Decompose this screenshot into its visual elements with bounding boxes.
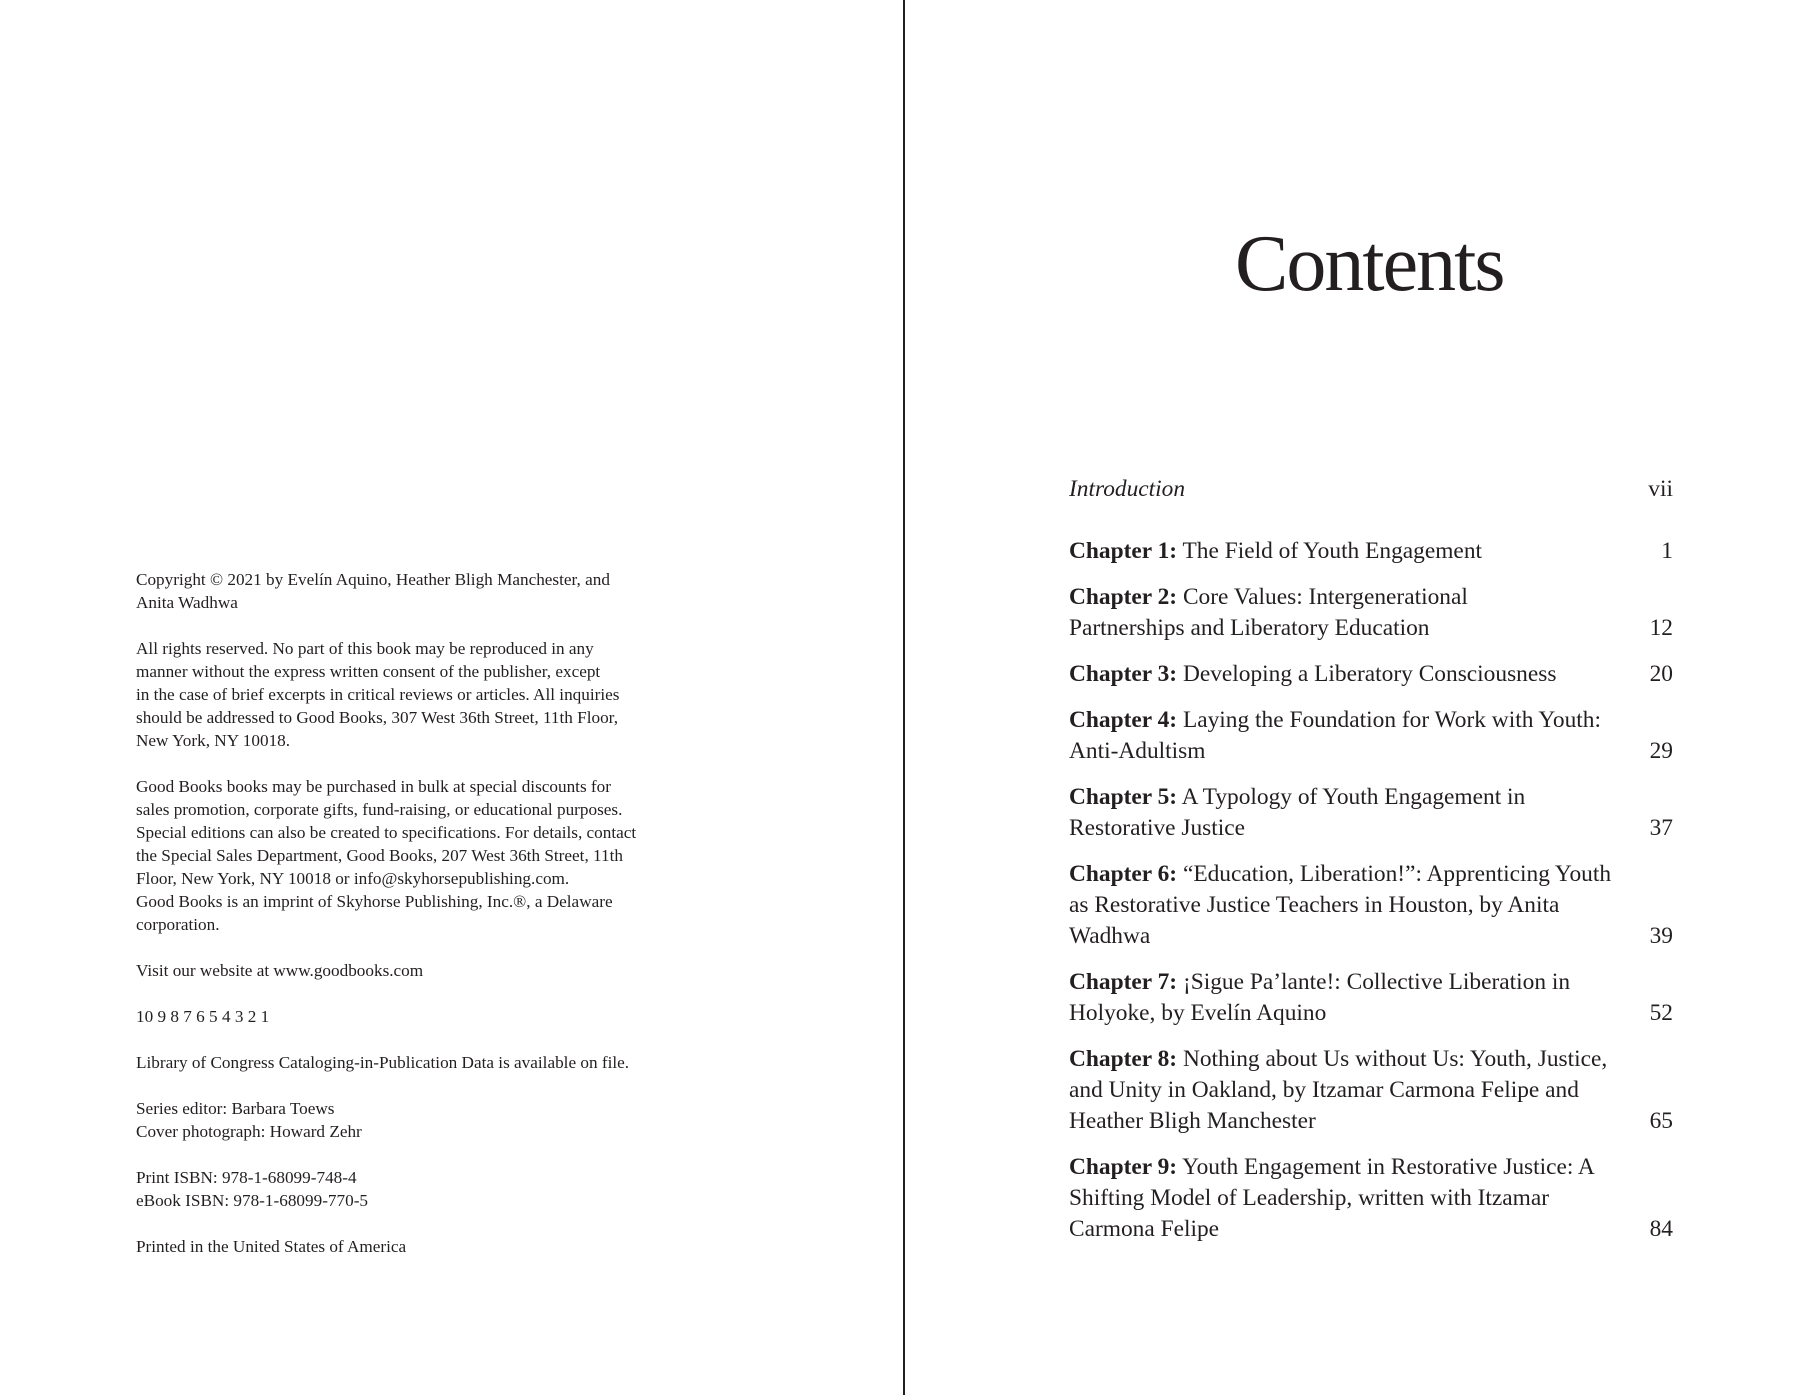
toc-entry-chapter-3: [1069, 659, 1673, 690]
contents-title: Contents: [1235, 220, 1504, 308]
toc-entry-chapter-6: [1069, 859, 1673, 952]
toc-page-number: 20: [1649, 661, 1673, 687]
copyright-notice: Copyright © 2021 by Evelín Aquino, Heather Bligh Manchester, and Anita Wadhwa: [136, 570, 610, 612]
printed-in-line: Printed in the United States of America: [136, 1237, 407, 1256]
toc-page-number: 65: [1649, 1108, 1673, 1134]
toc-entry-chapter-7: [1069, 967, 1673, 1029]
toc-entry-chapter-2: [1069, 582, 1673, 644]
toc-page-number: 39: [1649, 923, 1673, 949]
toc-chapter-title: Developing a Liberatory Consciousness: [1182, 661, 1557, 687]
toc-chapter-label: Chapter 6:: [1069, 861, 1178, 887]
toc-page-number: 37: [1649, 815, 1673, 841]
toc-chapter-label: Chapter 5:: [1069, 784, 1178, 810]
toc-page-number: 1: [1661, 538, 1673, 564]
toc-chapter-label: Chapter 2:: [1069, 584, 1178, 610]
toc-entry-chapter-4: [1069, 705, 1673, 767]
credits-paragraph: Series editor: Barbara Toews Cover photograph: Howard Zehr: [136, 1099, 362, 1141]
toc-chapter-label: Chapter 9:: [1069, 1154, 1178, 1180]
toc-chapter-title: Core Values: Intergenerational Partnerships and Liberatory Education: [1069, 584, 1468, 641]
toc-page-number: 12: [1649, 615, 1673, 641]
toc-entry-introduction: [1069, 474, 1673, 505]
toc-chapter-title: A Typology of Youth Engagement in Restorative Justice: [1069, 784, 1526, 841]
toc-entry-chapter-1: [1069, 536, 1673, 567]
page-gutter-divider: [903, 0, 905, 1395]
isbn-paragraph: Print ISBN: 978-1-68099-748-4 eBook ISBN: 978-1-68099-770-5: [136, 1168, 369, 1210]
bulk-sales-paragraph: Good Books books may be purchased in bulk at special discounts for sales promotion, corporate gifts, fund-raising, or educational purposes. Special editions can also be created to specifications. For details, contact the Special Sales Department, Good Books, 207 West 36th Street, 11th Floor, New York, NY 10018 or info@skyhorsepublishing.com. Good Books is an imprint of Skyhorse Publishing, Inc.®, a Delaware corporation.: [136, 777, 637, 934]
toc-entry-chapter-8: [1069, 1044, 1673, 1137]
toc-entry-text: [1069, 782, 1599, 844]
toc-entry-text: [1069, 536, 1482, 567]
cip-line: Library of Congress Cataloging-in-Publication Data is available on file.: [136, 1053, 630, 1072]
toc-chapter-label: Chapter 7:: [1069, 969, 1178, 995]
toc-entry-text: [1069, 659, 1556, 690]
toc-page-number: 84: [1649, 1216, 1673, 1242]
toc-entry-text: [1069, 1152, 1633, 1245]
toc-chapter-title: Nothing about Us without Us: Youth, Justice, and Unity in Oakland, by Itzamar Carmona Felipe and Heather Bligh Manchester: [1069, 1046, 1608, 1134]
toc-entry-text: [1069, 582, 1539, 644]
toc-entry-text: [1069, 705, 1609, 767]
toc-entry-text: [1069, 859, 1614, 952]
toc-entry-text: [1069, 1044, 1629, 1137]
toc-chapter-title: The Field of Youth Engagement: [1182, 538, 1483, 564]
rights-reserved-paragraph: All rights reserved. No part of this book may be reproduced in any manner without the express written consent of the publisher, except in the case of brief excerpts in critical reviews or articles. All inquiries should be addressed to Good Books, 307 West 36th Street, 11th Floor, New York, NY 10018.: [136, 639, 620, 750]
toc-page-number: 52: [1649, 1000, 1673, 1026]
toc-entry-chapter-5: [1069, 782, 1673, 844]
website-line: Visit our website at www.goodbooks.com: [136, 961, 424, 980]
toc-chapter-title: Laying the Foundation for Work with Youth: Anti-Adultism: [1069, 707, 1601, 764]
toc-intro-text: Introduction: [1069, 476, 1186, 502]
toc-chapter-label: Chapter 1:: [1069, 538, 1178, 564]
toc-chapter-label: Chapter 4:: [1069, 707, 1178, 733]
toc-entry-text: [1069, 967, 1609, 1029]
table-of-contents: [1069, 474, 1673, 1260]
toc-page-number: vii: [1648, 476, 1673, 502]
toc-chapter-title: ¡Sigue Pa’lante!: Collective Liberation in Holyoke, by Evelín Aquino: [1069, 969, 1571, 1026]
printing-line: 10 9 8 7 6 5 4 3 2 1: [136, 1007, 270, 1026]
contents-page: [1069, 0, 1673, 1395]
toc-page-number: 29: [1649, 738, 1673, 764]
toc-chapter-title: “Education, Liberation!”: Apprenticing Youth as Restorative Justice Teachers in Houston, by Anita Wadhwa: [1069, 861, 1612, 949]
toc-entry-chapter-9: [1069, 1152, 1673, 1245]
toc-chapter-title: Youth Engagement in Restorative Justice: A Shifting Model of Leadership, written with Itzamar Carmona Felipe: [1069, 1154, 1594, 1242]
toc-chapter-label: Chapter 8:: [1069, 1046, 1178, 1072]
toc-chapter-label: Chapter 3:: [1069, 661, 1178, 687]
copyright-page: [136, 568, 756, 1281]
